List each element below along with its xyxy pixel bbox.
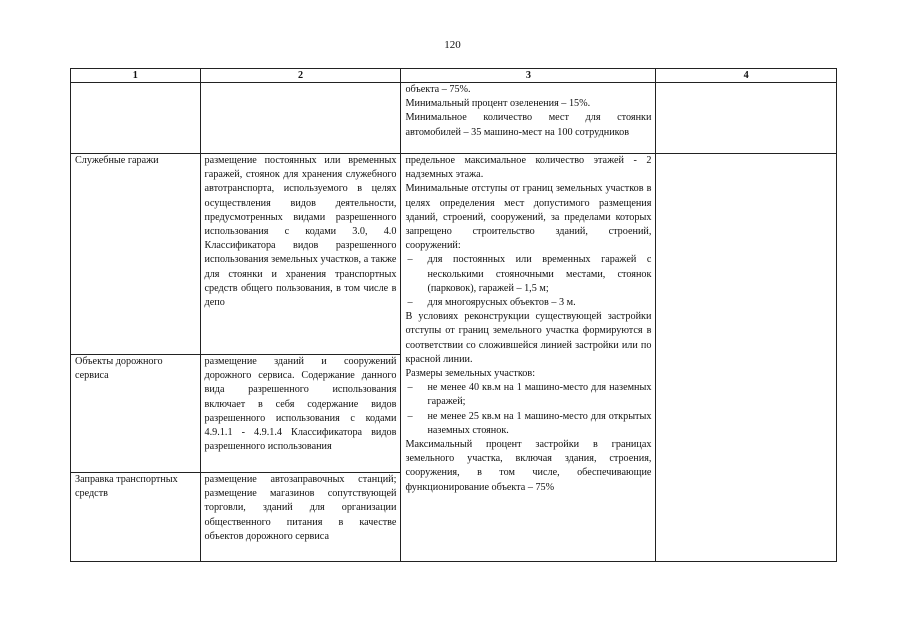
use-name-cell bbox=[71, 83, 201, 154]
parameters-cell bbox=[401, 83, 656, 154]
list-item: – не менее 25 кв.м на 1 машино-место для открытых наземных стоянок. bbox=[405, 410, 651, 438]
coverage-text: Максимальный процент застройки в границах земельного участка, включая здания, строения, сооружения, в том числе, обеспечивающие функционирование объекта – 75% bbox=[405, 439, 652, 493]
list-item: – для многоярусных объектов – 3 м. bbox=[405, 296, 651, 310]
sizes-list bbox=[405, 381, 651, 438]
table-header-row bbox=[71, 69, 837, 83]
use-name-cell: Объекты дорожного сервиса bbox=[71, 355, 201, 473]
land-use-table bbox=[70, 68, 837, 562]
parameter-text: объекта – 75%. bbox=[405, 84, 471, 95]
use-description-cell: размещение постоянных или временных гаражей, стоянок для хранения служебного автотранспорта, используемого в целях осуществления видов деятельности, предусмотренных видами разрешенного использования с кодами 3.0, 4.0 Классификатора видов разрешенного использования земельных участков, а также для стоянки и хранения транспортных средств общего пользования, в том числе в депо bbox=[200, 154, 401, 355]
list-item: – для постоянных или временных гаражей с несколькими стояночными местами, стоянок (парковок), гаражей – 1,5 м; bbox=[405, 253, 651, 296]
list-item: – не менее 40 кв.м на 1 машино-место для наземных гаражей; bbox=[405, 381, 651, 409]
use-name-cell: Служебные гаражи bbox=[71, 154, 201, 355]
use-description-cell: размещение зданий и сооружений дорожного сервиса. Содержание данного вида разрешенного использования включает в себя содержание видов разрешенного использования с кодами 4.9.1.1 - 4.9.1.4 Классификатора видов разрешенного использования bbox=[200, 355, 401, 473]
sizes-intro-text: Размеры земельных участков: bbox=[405, 368, 536, 380]
parameter-text: Минимальное количество мест для стоянки автомобилей – 35 машино-мест на 100 сотрудников bbox=[405, 112, 652, 138]
floors-text: предельное максимальное количество этажей - 2 надземных этажа. bbox=[405, 155, 652, 181]
page-number: 120 bbox=[444, 39, 461, 51]
table-row bbox=[71, 154, 837, 355]
use-description-cell: размещение автозаправочных станций; размещение магазинов сопутствующей торговли, зданий для организации общественного питания в качестве объектов дорожного сервиса bbox=[200, 473, 401, 562]
column-header-4: 4 bbox=[656, 69, 837, 83]
column-header-1: 1 bbox=[71, 69, 201, 83]
use-description-cell bbox=[200, 83, 401, 154]
shared-parameters-cell bbox=[401, 154, 656, 562]
notes-cell bbox=[656, 83, 837, 154]
parameter-text: Минимальный процент озеленения – 15%. bbox=[405, 98, 591, 110]
use-name-cell: Заправка транспортных средств bbox=[71, 473, 201, 562]
column-header-3: 3 bbox=[401, 69, 656, 83]
setbacks-list bbox=[405, 253, 651, 310]
reconstruction-text: В условиях реконструкции существующей застройки отступы от границ земельного участка формируются в соответствии со сложившейся линией застройки или по красной линии. bbox=[405, 311, 652, 365]
table-row bbox=[71, 83, 837, 154]
notes-cell bbox=[656, 154, 837, 562]
column-header-2: 2 bbox=[200, 69, 401, 83]
setbacks-intro-text: Минимальные отступы от границ земельных участков в целях определения мест допустимого размещения зданий, строений, сооружений, за пределами которых запрещено строительство зданий, строений, сооружений: bbox=[405, 183, 652, 252]
